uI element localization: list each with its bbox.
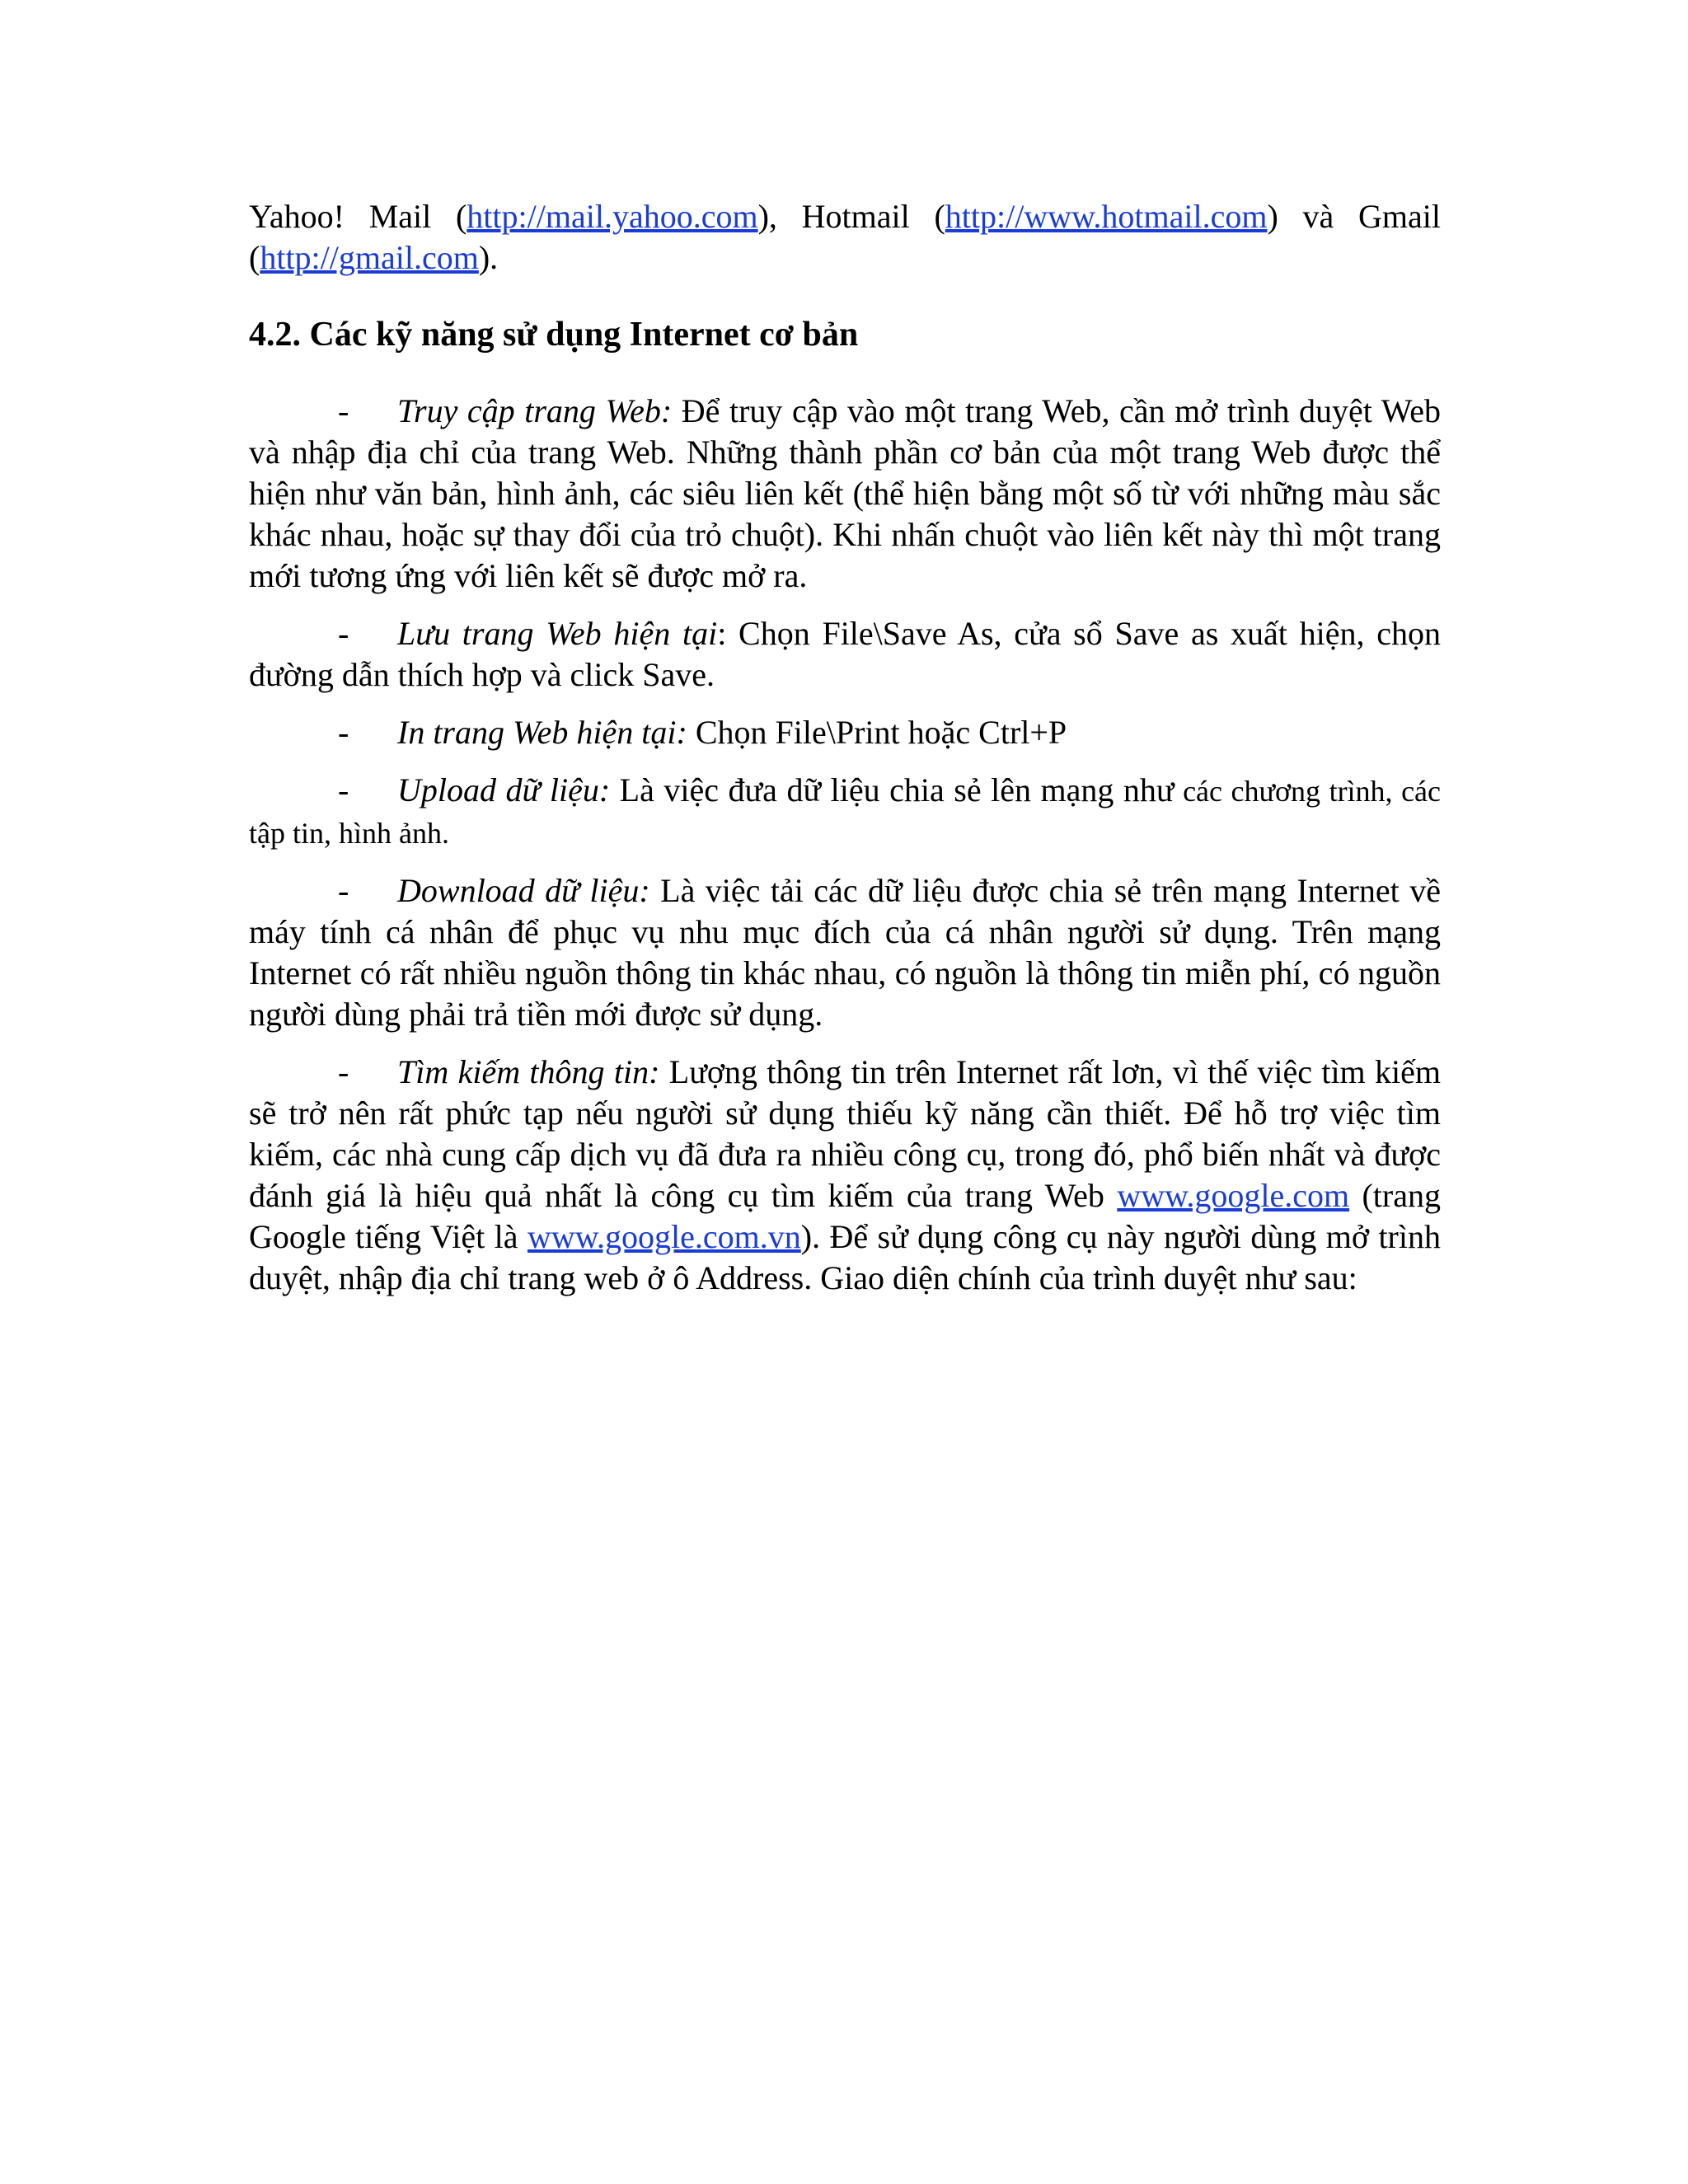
link-gmail[interactable]: http://gmail.com <box>260 239 479 276</box>
list-item-term: Upload dữ liệu: <box>397 771 611 808</box>
list-item-text: Là việc đưa dữ liệu chia sẻ lên mạng như <box>610 771 1175 808</box>
list-item-search <box>249 1052 1441 1299</box>
intro-text-3: ) và Gmail ( <box>249 198 1442 276</box>
list-dash: - <box>338 872 349 909</box>
intro-text-2: ), Hotmail ( <box>757 198 945 235</box>
list-item-term: In trang Web hiện tại: <box>397 714 687 751</box>
list-item-upload <box>249 770 1441 854</box>
list-item-text: Để truy cập vào một trang Web, cần mở trình duyệt Web và nhập địa chỉ của trang Web. Những thành phần cơ bản của một trang Web được thể hiện như văn bản, hình ảnh, các siêu liên kết (thể hiện bằng một số từ với những màu sắc khác nhau, hoặc sự thay đổi của trỏ chuột). Khi nhấn chuột vào liên kết này thì một trang mới tương ứng với liên kết sẽ được mở ra. <box>249 392 1442 594</box>
list-item-term: Lưu trang Web hiện tại <box>397 615 718 652</box>
list-item-text: : Chọn File\Save As, cửa sổ Save as xuất hiện, chọn đường dẫn thích hợp và click Save. <box>249 615 1441 693</box>
intro-text-4: ). <box>478 239 499 276</box>
list-item-term: Download dữ liệu: <box>397 872 650 909</box>
list-item-text: Lượng thông tin trên Internet rất lơn, vì thế việc tìm kiếm sẽ trở nên rất phức tạp nếu người sử dụng thiếu kỹ năng cần thiết. Để hỗ trợ việc tìm kiếm, các nhà cung cấp dịch vụ đã đưa ra nhiều công cụ, trong đó, phổ biến nhất và được đánh giá là hiệu quả nhất là công cụ tìm kiếm của trang Web <box>249 1053 1441 1214</box>
list-item-download <box>249 870 1441 1035</box>
list-item-text-2: (trang Google tiếng Việt là <box>249 1177 1441 1255</box>
list-dash: - <box>338 615 349 652</box>
list-dash: - <box>338 1053 349 1090</box>
list-item-save-web <box>249 613 1441 696</box>
section-heading: 4.2. Các kỹ năng sử dụng Internet cơ bản <box>249 316 859 354</box>
document-page <box>249 196 1441 1315</box>
list-item-term: Tìm kiếm thông tin: <box>397 1053 660 1090</box>
list-item-text-small: các chương trình, các tập tin, hình ảnh. <box>249 775 1442 850</box>
list-item-term: Truy cập trang Web: <box>397 392 673 429</box>
list-item-print-web <box>249 712 1441 753</box>
link-google[interactable]: www.google.com <box>1117 1177 1350 1214</box>
link-google-vn[interactable]: www.google.com.vn <box>527 1218 801 1255</box>
intro-text-1: Yahoo! Mail ( <box>249 198 467 235</box>
list-item-text: Là việc tải các dữ liệu được chia sẻ trên mạng Internet về máy tính cá nhân để phục vụ nhu mục đích của cá nhân người sử dụng. Trên mạng Internet có rất nhiều nguồn thông tin khác nhau, có nguồn là thông tin miễn phí, có nguồn người dùng phải trả tiền mới được sử dụng. <box>249 872 1442 1033</box>
link-yahoo-mail[interactable]: http://mail.yahoo.com <box>467 198 758 235</box>
list-dash: - <box>338 714 349 751</box>
list-item-access-web <box>249 391 1441 597</box>
intro-paragraph <box>249 196 1441 279</box>
list-item-text-3: ). Để sử dụng công cụ này người dùng mở trình duyệt, nhập địa chỉ trang web ở ô Address. Giao diện chính của trình duyệt như sau: <box>249 1218 1441 1296</box>
link-hotmail[interactable]: http://www.hotmail.com <box>945 198 1268 235</box>
list-dash: - <box>338 771 349 808</box>
list-dash: - <box>338 392 349 429</box>
list-item-text: Chọn File\Print hoặc Ctrl+P <box>687 714 1067 751</box>
